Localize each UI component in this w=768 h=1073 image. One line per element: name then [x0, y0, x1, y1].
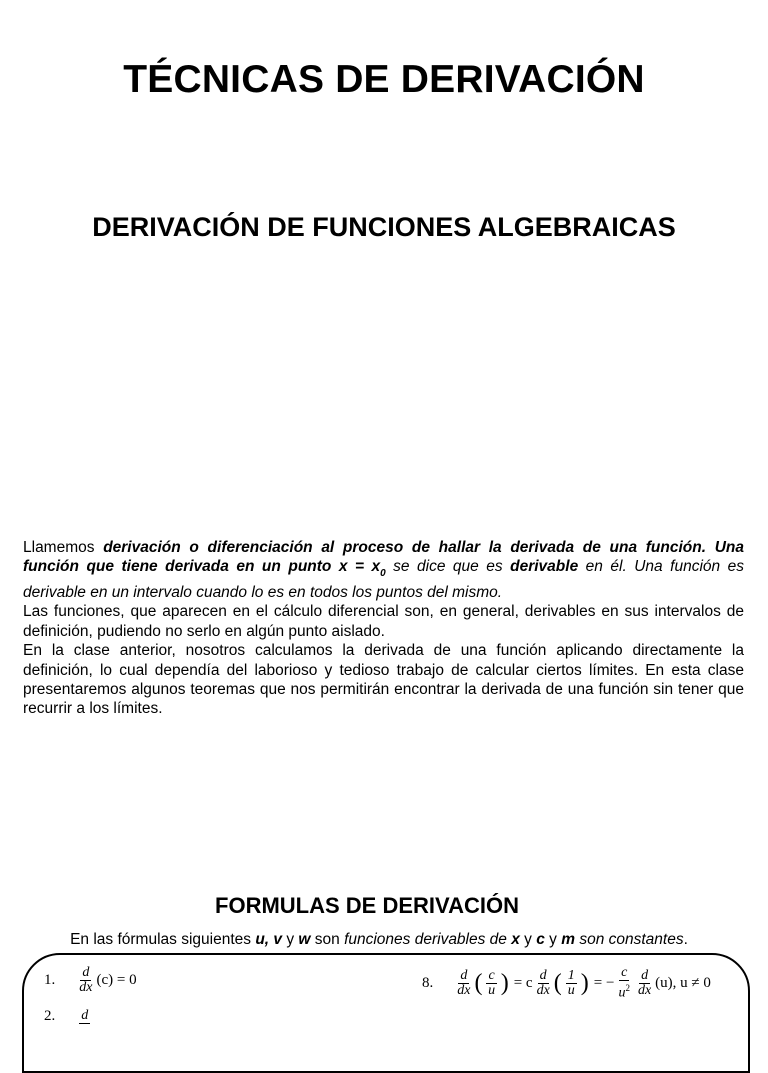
intro-definition: derivación o diferenciación al proceso de hallar la derivada de una función. Una función que tiene derivada en un punto x = x [23, 539, 744, 576]
formulas-note [0, 931, 758, 949]
intro-text-e: en él. Una función es derivable en un intervalo cuando lo es en todos los puntos del mismo. [23, 558, 744, 601]
formula-1-dx: dx [79, 980, 93, 995]
formula-8-c-over-u2 [618, 966, 630, 1001]
note-d: w [298, 931, 311, 948]
note-m: . [683, 931, 688, 948]
formulas-heading: FORMULAS DE DERIVACIÓN [215, 893, 519, 918]
formula-8-d3: d [641, 967, 649, 983]
intro-text [23, 538, 744, 719]
formula-8-dx2: dx [536, 982, 550, 998]
formula-8-u-base: u [618, 985, 626, 1001]
formula-8-eq1: = c [513, 974, 533, 991]
note-l: son constantes [575, 931, 684, 948]
formula-2-number: 2. [44, 1008, 56, 1024]
formula-8-rparen-2: ) [580, 970, 589, 997]
formula-1-derivative-operator [79, 966, 92, 995]
intro-paragraph-3: En la clase anterior, nosotros calculamos la derivada de una función aplicando directamente la definición, lo cual dependía del laborioso y tedioso trabajo de calcular ciertos límites. En esta clase presentaremos algunos teoremas que nos permitirán encontrar la derivada de una función sin tener que recurrir a los límites. [23, 642, 744, 718]
formula-8-eq2: = − [593, 974, 615, 991]
note-f: funciones derivables de [344, 931, 512, 948]
note-j: y [544, 931, 562, 948]
note-i: c [536, 931, 545, 948]
intro-text-a: Llamemos [23, 539, 104, 556]
intro-derivable: derivable [510, 558, 579, 576]
formula-8-c2: c [621, 965, 628, 980]
note-b: u, v [255, 931, 283, 948]
note-c: y [282, 931, 299, 948]
formula-8-u-squared [618, 981, 630, 1001]
formula-8-dx1: dx [457, 982, 471, 998]
formula-8-operator-1 [457, 969, 470, 998]
formula-8-one: 1 [567, 967, 575, 983]
formula-8-d2: d [539, 967, 547, 983]
formula-8-c: c [488, 967, 495, 983]
formula-8-number: 8. [422, 974, 434, 991]
formula-8-one-over-u [566, 969, 577, 998]
formula-8-exponent: 2 [625, 983, 630, 993]
formula-1-body: (c) = 0 [96, 972, 137, 988]
formula-2-operator [79, 1009, 90, 1024]
formula-8-u2: u [567, 982, 575, 998]
formula-1-number: 1. [44, 972, 56, 988]
formula-8-dx3: dx [637, 982, 652, 998]
note-a: En las fórmulas siguientes [70, 931, 256, 948]
formula-8-lparen-2: ( [553, 970, 562, 997]
formula-8 [422, 966, 711, 1001]
note-e: son [310, 931, 345, 948]
note-k: m [561, 931, 576, 948]
formula-8-tail: (u), u ≠ 0 [655, 974, 711, 991]
formula-8-lparen-1: ( [474, 970, 483, 997]
note-h: y [519, 931, 537, 948]
formula-2 [44, 1008, 94, 1025]
section-subtitle: DERIVACIÓN DE FUNCIONES ALGEBRAICAS [92, 212, 676, 242]
formula-8-c-over-u [486, 969, 496, 998]
formula-1-d: d [82, 965, 90, 980]
formula-8-operator-2 [537, 969, 550, 998]
intro-paragraph-2: Las funciones, que aparecen en el cálculo diferencial son, en general, derivables en sus intervalos de definición, pudiendo no serlo en algún punto aislado. [23, 603, 744, 640]
page-title: TÉCNICAS DE DERIVACIÓN [123, 58, 645, 101]
formula-8-operator-3 [638, 969, 651, 998]
formula-8-d1: d [460, 967, 468, 983]
formula-8-rparen-1: ) [500, 970, 509, 997]
formula-8-u: u [488, 982, 496, 998]
formula-1 [44, 966, 137, 995]
formula-2-d: d [81, 1008, 89, 1023]
note-g: x [511, 931, 520, 948]
intro-subscript: 0 [380, 567, 386, 579]
intro-text-c: se dice que es [385, 558, 511, 576]
intro-paragraph-1 [23, 538, 744, 602]
